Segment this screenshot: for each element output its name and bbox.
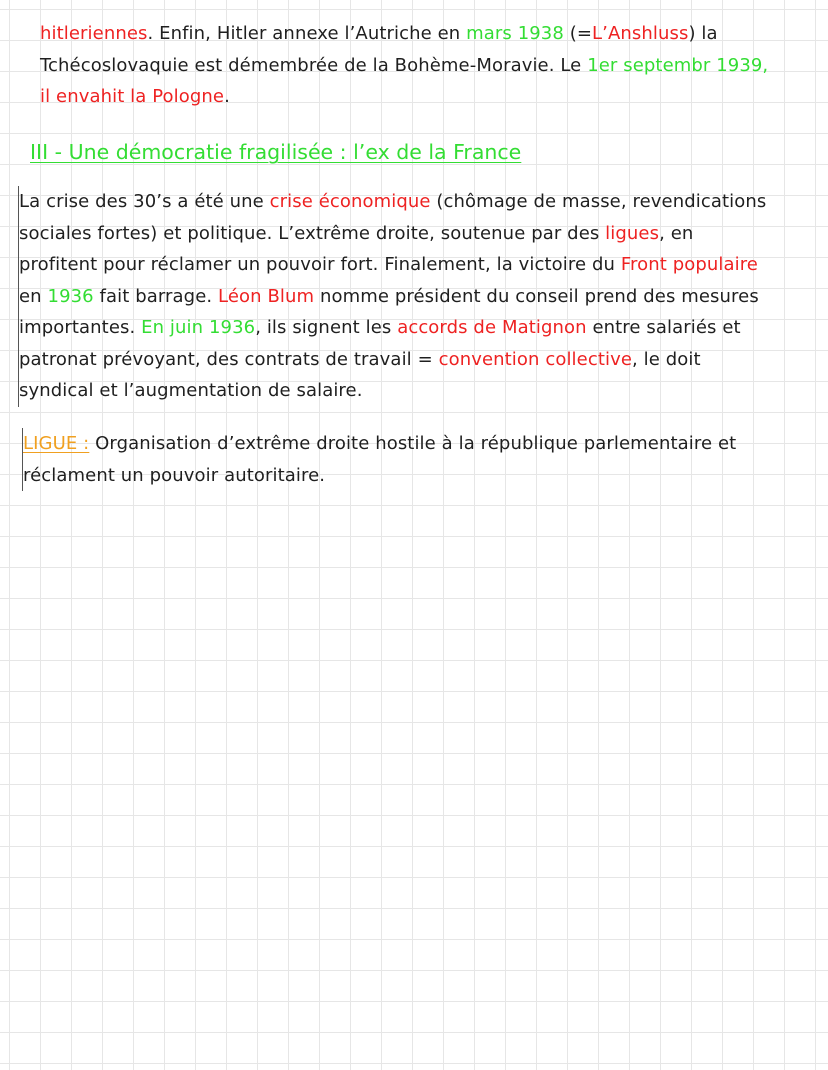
text-line xyxy=(19,281,825,313)
text-run: , ils signent les xyxy=(255,317,398,338)
highlight-red: accords de Matignon xyxy=(397,317,587,338)
text-run: , en xyxy=(659,222,694,244)
definition-ligue xyxy=(22,428,823,491)
text-run: profitent pour réclamer un pouvoir fort. Finalement, la victoire du xyxy=(19,254,621,275)
highlight-red: ligues xyxy=(605,222,660,244)
text-run: syndical et l’augmentation de salaire. xyxy=(19,380,363,401)
text-line xyxy=(19,218,825,250)
highlight-red: hitleriennes xyxy=(40,23,148,44)
text-line xyxy=(40,81,820,113)
text-run: ) la xyxy=(688,23,718,44)
text-line xyxy=(23,460,823,492)
text-run: (= xyxy=(563,23,593,44)
text-line xyxy=(40,50,820,82)
highlight-red: il envahit la Pologne xyxy=(40,86,225,107)
text-line xyxy=(19,249,825,281)
text-run: en xyxy=(19,285,48,307)
highlight-red: L’Anshluss xyxy=(592,23,689,44)
text-run: . xyxy=(224,86,230,107)
highlight-red: crise économique xyxy=(269,191,431,212)
text-run: Tchécoslovaquie est démembrée de la Bohème-Moravie. Le xyxy=(40,54,588,76)
highlight-green: 1er septembr 1939, xyxy=(587,54,769,76)
text-run: Organisation d’extrême droite hostile à la république parlementaire et xyxy=(89,433,737,454)
text-line xyxy=(19,344,825,376)
paragraph-section3 xyxy=(18,186,825,407)
text-run: fait barrage. xyxy=(93,285,219,307)
text-run: sociales fortes) et politique. L’extrême droite, soutenue par des xyxy=(19,222,606,244)
paragraph-previous-section xyxy=(40,18,820,113)
text-run: nomme président du conseil prend des mesures xyxy=(314,285,759,307)
definition-term: LIGUE : xyxy=(23,433,90,454)
section-title: III - Une démocratie fragilisée : l’ex de la France xyxy=(30,140,522,164)
text-line xyxy=(19,375,825,407)
text-run: , le doit xyxy=(632,348,701,370)
text-line xyxy=(40,18,820,50)
highlight-green: En juin 1936 xyxy=(141,317,256,338)
text-run: réclament un pouvoir autoritaire. xyxy=(23,464,326,486)
text-line xyxy=(19,312,825,344)
text-line xyxy=(23,428,823,460)
text-run: entre salariés et xyxy=(586,317,741,338)
text-line xyxy=(19,186,825,218)
highlight-green: 1936 xyxy=(47,285,94,307)
highlight-red: convention collective xyxy=(438,348,633,370)
text-run: patronat prévoyant, des contrats de travail = xyxy=(19,348,439,370)
text-run: (chômage de masse, revendications xyxy=(430,191,767,212)
highlight-red: Léon Blum xyxy=(218,285,315,307)
highlight-red: Front populaire xyxy=(620,254,758,275)
highlight-green: mars 1938 xyxy=(466,23,564,44)
text-run: . Enfin, Hitler annexe l’Autriche en xyxy=(147,23,467,44)
text-run: La crise des 30’s a été une xyxy=(19,191,270,212)
text-run: importantes. xyxy=(19,317,142,338)
